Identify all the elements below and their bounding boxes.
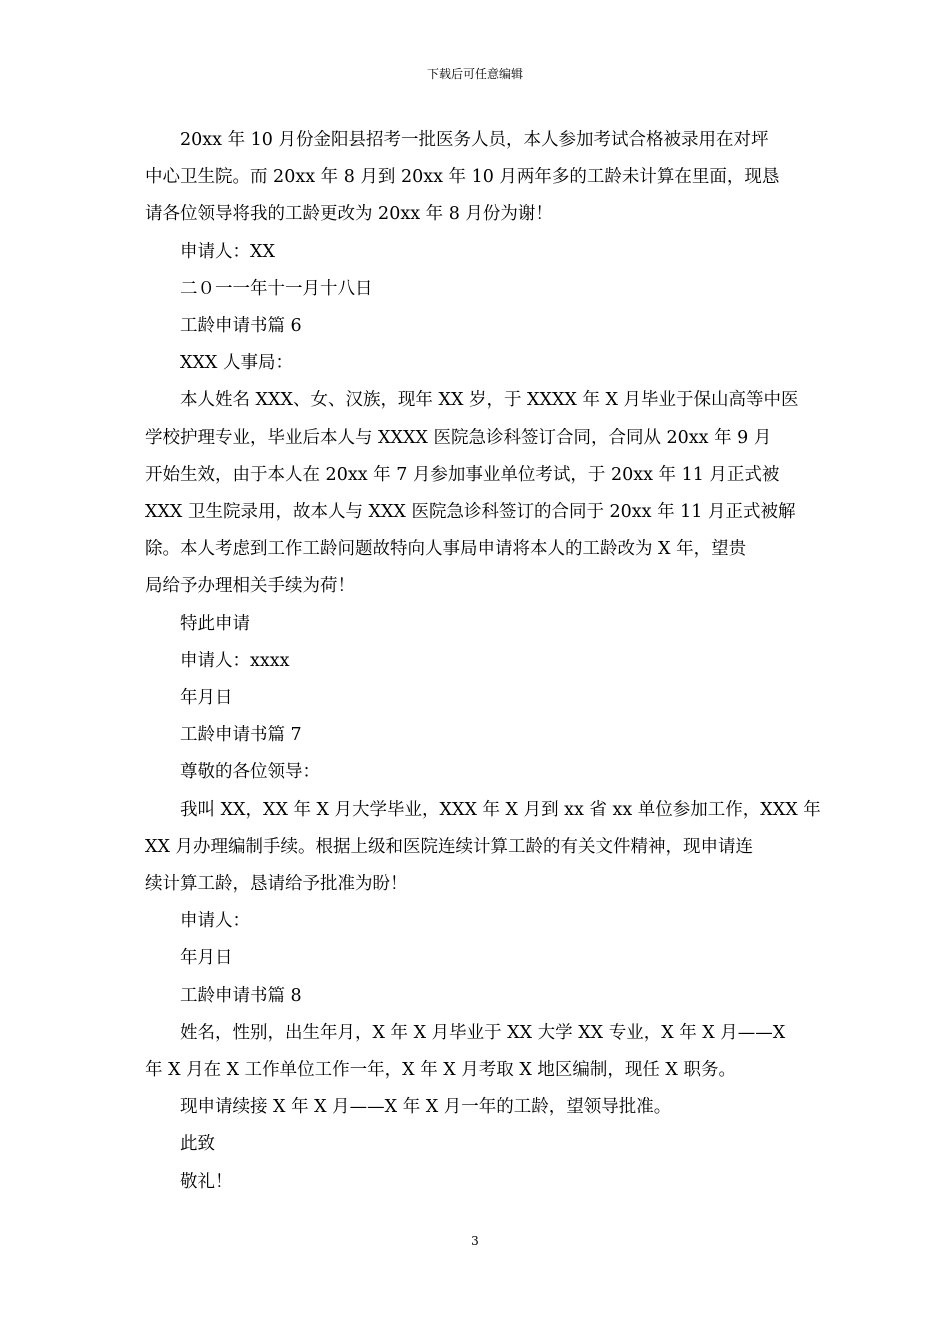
salutation: XXX 人事局： [180, 353, 293, 374]
applicant-line: 申请人：XX [180, 241, 275, 262]
text-line: 我叫 XX，XX 年 X 月大学毕业，XXX 年 X 月到 xx 省 xx 单位参加工作，XXX 年 [180, 799, 821, 820]
date-line: 二０一一年十一月十八日 [180, 278, 373, 299]
text-line: 年 X 月在 X 工作单位工作一年，X 年 X 月考取 X 地区编制，现任 X 职务。 [145, 1060, 736, 1081]
paragraph-section7 [145, 792, 821, 904]
request-line: 特此申请 [180, 613, 250, 634]
text-line: 除。本人考虑到工作工龄问题故特向人事局申请将本人的工龄改为 X 年，望贵 [145, 539, 747, 560]
date-line: 年月日 [180, 948, 233, 969]
text-line: 开始生效，由于本人在 20xx 年 7 月参加事业单位考试，于 20xx 年 11 月正式被 [145, 464, 780, 485]
text-line: 局给予办理相关手续为荷！ [145, 576, 355, 597]
paragraph-intro [145, 122, 810, 234]
text-line: 姓名，性别，出生年月，X 年 X 月毕业于 XX 大学 XX 专业，X 年 X 月——X [180, 1022, 786, 1043]
closing-line: 敬礼！ [180, 1171, 233, 1192]
paragraph-section8 [145, 1015, 810, 1089]
date-line: 年月日 [180, 688, 233, 709]
text-line: 本人姓名 XXX、女、汉族，现年 XX 岁，于 XXXX 年 X 月毕业于保山高等中医 [180, 390, 799, 411]
page-header [0, 66, 950, 82]
text-line: 请各位领导将我的工龄更改为 20xx 年 8 月份为谢！ [145, 204, 553, 225]
text-line: 学校护理专业，毕业后本人与 XXXX 医院急诊科签订合同，合同从 20xx 年 9 月 [145, 427, 772, 448]
text-line: 续计算工龄，恳请给予批准为盼！ [145, 874, 408, 895]
applicant-line: 申请人： [180, 911, 250, 932]
salutation: 尊敬的各位领导： [180, 762, 320, 783]
applicant-line: 申请人：xxxx [180, 650, 290, 671]
text-line: 20xx 年 10 月份金阳县招考一批医务人员，本人参加考试合格被录用在对坪 [180, 130, 769, 150]
section-title: 工龄申请书篇 8 [180, 985, 302, 1006]
text-line: XX 月办理编制手续。根据上级和医院连续计算工龄的有关文件精神，现申请连 [145, 836, 753, 857]
paragraph-section6 [145, 382, 810, 605]
text-line: 中心卫生院。而 20xx 年 8 月到 20xx 年 10 月两年多的工龄未计算在里面，现恳 [145, 167, 780, 188]
document-body [145, 122, 821, 1201]
page-number: 3 [471, 1234, 479, 1248]
section-title: 工龄申请书篇 7 [180, 725, 302, 746]
page-footer [0, 1233, 950, 1249]
request-line: 现申请续接 X 年 X 月——X 年 X 月一年的工龄，望领导批准。 [180, 1097, 672, 1118]
text-line: XXX 卫生院录用，故本人与 XXX 医院急诊科签订的合同于 20xx 年 11 月正式被解 [145, 502, 796, 523]
header-note: 下载后可任意编辑 [426, 67, 523, 81]
closing-line: 此致 [180, 1134, 215, 1155]
section-title: 工龄申请书篇 6 [180, 316, 302, 337]
